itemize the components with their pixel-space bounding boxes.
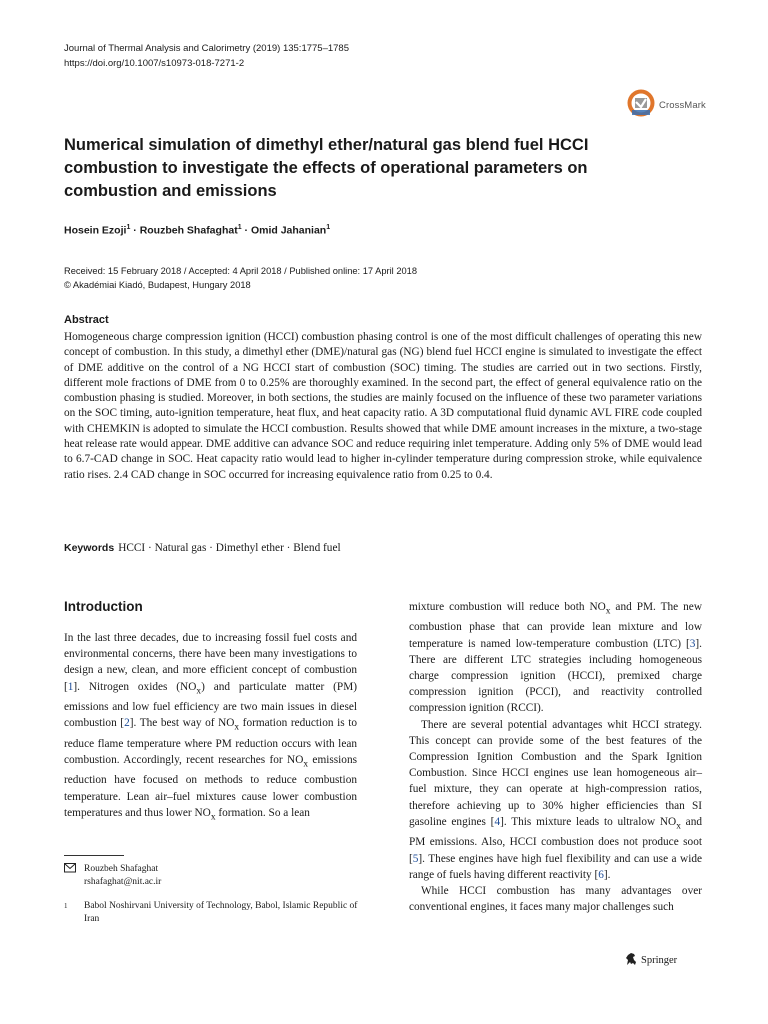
citation-link[interactable]: 3 — [689, 637, 696, 650]
body-paragraph: While HCCI combustion has many advantages over conventional engines, it faces many major challenges such — [409, 884, 702, 914]
crossmark-badge[interactable] — [626, 90, 706, 120]
affiliation-number: 1 — [64, 902, 68, 910]
corresponding-author-email[interactable]: rshafaghat@nit.ac.ir — [84, 877, 162, 887]
copyright-line: © Akadémiai Kiadó, Budapest, Hungary 2018 — [64, 280, 251, 290]
keywords-line — [64, 542, 341, 554]
body-paragraph: There are several potential advantages whit HCCI strategy. This concept can provide some of the best features of the Compression Ignition Combustion and the Spark Ignition Combustion. Since HCCI engines use lean homogeneous air–fuel mixture, they can operate at high-compression ratios, therefore achieving up to 30% higher efficiencies than SI gasoline engines [4]. This mixture leads to ultralow $NO_x$ and PM emissions. Also, HCCI combustion does not produce soot [5]. These engines have high fuel flexibility and can use a wide range of fuels having different reactivity [6]. — [409, 718, 702, 881]
crossmark-label: CrossMark — [659, 99, 706, 111]
article-title: Numerical simulation of dimethyl ether/natural gas blend fuel HCCI combustion to investigate the effects of operational parameters on combustion and emissions — [64, 136, 589, 200]
corresponding-author-footnote — [64, 863, 161, 889]
body-column-right — [409, 599, 702, 915]
corresponding-author-name: Rouzbeh Shafaghat — [84, 864, 159, 874]
author-name[interactable]: Hosein Ezoji — [64, 224, 127, 237]
journal-header — [64, 41, 349, 71]
body-paragraph: mixture combustion will reduce both $NO_x$ and PM. The new combustion phase that can provide lean mixture and low temperature is named low-temperature combustion (LTC) [3]. There are different LTC strategies including homogeneous charge compression ignition (HCCI), premixed charge compression ignition (PCCI), and reactivity controlled compression ignition (RCCI). — [409, 601, 702, 715]
author-name[interactable]: Omid Jahanian — [250, 224, 327, 237]
citation-link[interactable]: 6 — [598, 868, 604, 881]
author-list: Hosein Ezoji$^1$ · Rouzbeh Shafaghat$^1$ · Omid Jahanian$^1$ — [64, 224, 331, 237]
footnote-rule — [64, 855, 124, 856]
author-affiliation-mark: 1 — [326, 224, 331, 231]
author-affiliation-mark: 1 — [237, 224, 242, 231]
author-affiliation-mark: 1 — [126, 224, 131, 231]
citation-link[interactable]: 2 — [124, 717, 130, 730]
citation-link[interactable]: 5 — [412, 852, 419, 865]
springer-horse-icon — [624, 952, 638, 969]
envelope-icon — [64, 863, 76, 878]
received-accepted-published: Received: 15 February 2018 / Accepted: 4 April 2018 / Published online: 17 April 2018 — [64, 266, 417, 276]
abstract-text: Homogeneous charge compression ignition (HCCI) combustion phasing control is one of the most difficult challenges of operating this new concept of combustion. In this study, a dimethyl ether (DME)/natural gas (NG) blend fuel HCCI engine is simulated to investigate the effect of DME additive on the control of a NG HCCI start of combustion (SOC) timing. The studies are carried out in two sections. Firstly, different mole fractions of DME from 0 to 0.25% are thoroughly examined. In the second part, the effect of general equivalence ratio on the combustion phasing is studied. Moreover, in both sections, the studies are mainly focused on the influence of these two parameter variations on the SOC timing, auto-ignition temperature, heat flux, and heat capacity ratio. A 3D computational fluid dynamic AVL FIRE code coupled with CHEMKIN is adopted to simulate the HCCI combustion. Results showed that while DME amount increases in the mixture, a two-stage heat release rate would appear. DME additive can advance SOC and reduce requiring inlet temperature. Adding only 5% of DME would lead to 6.7-CAD change in SOC. Heat capacity ratio would lead to higher in-cylinder temperature during compression stroke, while equivalence ratio rises. 2.4 CAD change in SOC occurred for increasing equivalence ratio from 0.25 to 0.4. — [64, 331, 702, 481]
keywords-heading: Keywords — [64, 542, 115, 554]
publisher-logo — [624, 952, 677, 969]
author-name[interactable]: Rouzbeh Shafaghat — [139, 224, 238, 237]
keywords-list: HCCI · Natural gas · Dimethyl ether · Blend fuel — [118, 542, 341, 554]
crossmark-icon — [626, 88, 656, 123]
citation-link[interactable]: 1 — [67, 680, 74, 693]
citation-link[interactable]: 4 — [494, 815, 501, 828]
body-paragraph: In the last three decades, due to increasing fossil fuel costs and environmental concerns, there have been many investigations to design a new, clean, and more efficient concept of combustion [1]. Nitrogen oxides $(NO_x)$ and particulate matter (PM) emissions and low fuel efficiency are two main issues in diesel combustion [2]. The best way of $NO_x$ formation reduction is to reduce flame temperature where PM reduction occurs with lean combustion. Accordingly, recent researches for $NO_x$ emissions reduction have focused on methods to reduce combustion temperature. Lean air–fuel mixtures cause lower combustion temperatures and thus lower $NO_x$ formation. So a lean — [64, 632, 357, 823]
article-dates — [64, 264, 417, 292]
abstract-heading: Abstract — [64, 314, 109, 326]
journal-citation: Journal of Thermal Analysis and Calorimetry (2019) 135:1775–1785 — [64, 43, 349, 54]
publisher-name: Springer — [641, 955, 678, 966]
doi-link[interactable]: https://doi.org/10.1007/s10973-018-7271-2 — [64, 58, 245, 69]
body-column-left — [64, 630, 357, 825]
section-heading-introduction: Introduction — [64, 599, 143, 614]
affiliation-footnote — [64, 900, 364, 926]
affiliation-text: Babol Noshirvani University of Technology, Babol, Islamic Republic of Iran — [84, 901, 358, 924]
